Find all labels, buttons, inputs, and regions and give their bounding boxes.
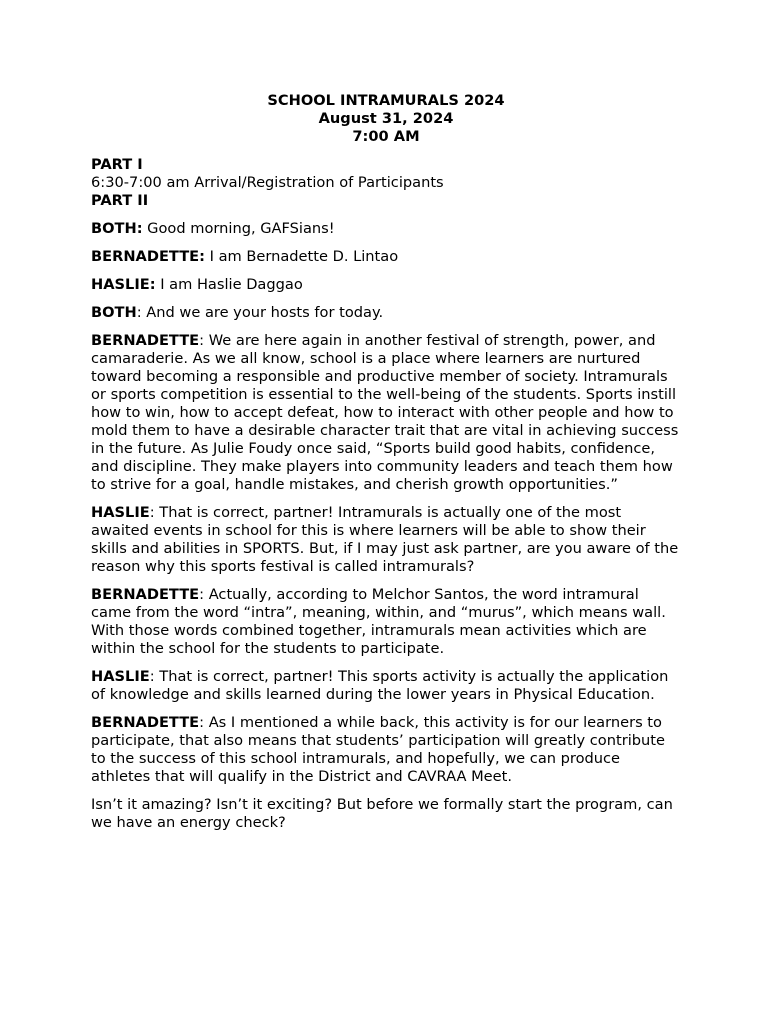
dialogue-text: : That is correct, partner! This sports activity is actually the application of knowledge and skills learned during the lower years in Physical Education. [91,668,669,703]
part-1-heading: PART I [91,156,143,173]
dialogue-text: : We are here again in another festival of strength, power, and camaraderie. As we all know, school is a place where learners are nurtured toward becoming a responsible and productive member of society. Intramurals or sports competition is essential to the well-being of the students. Sports instill how to win, how to accept defeat, how to interact with other people and how to mold them to have a desirable character trait that are vital in achieving success in the future. As Julie Foudy once said, “Sports build good habits, confidence, and discipline. They make players into community leaders and teach them how to strive for a goal, handle mistakes, and cherish growth opportunities.” [91,332,679,493]
closing-paragraph: Isn’t it amazing? Isn’t it exciting? But before we formally start the program, can we have an energy check? [91,796,673,831]
speaker-label: BOTH: [91,220,143,237]
speaker-label: BERNADETTE [91,586,200,603]
speaker-label: BERNADETTE: [91,248,205,265]
speaker-label: HASLIE [91,668,150,685]
speaker-label: BERNADETTE [91,332,200,349]
event-time: 7:00 AM [352,128,420,145]
speaker-label: BERNADETTE [91,714,200,731]
dialogue-line [91,714,681,786]
dialogue-line [91,586,681,658]
document-title: SCHOOL INTRAMURALS 2024 [267,92,505,109]
part-2-heading: PART II [91,192,149,209]
dialogue-text: : That is correct, partner! Intramurals is actually one of the most awaited events in school for this is where learners will be able to show their skills and abilities in SPORTS. But, if I may just ask partner, are you aware of the reason why this sports festival is called intramurals? [91,504,679,575]
dialogue-line [91,276,681,294]
dialogue-line [91,304,681,322]
speaker-label: HASLIE: [91,276,156,293]
document-page [91,92,681,842]
dialogue-text: Good morning, GAFSians! [142,220,335,237]
dialogue-line [91,332,681,494]
speaker-label: HASLIE [91,504,150,521]
dialogue-text: I am Bernadette D. Lintao [204,248,399,265]
dialogue-line [91,220,681,238]
dialogue-text: I am Haslie Daggao [155,276,303,293]
document-header [91,92,681,146]
event-date: August 31, 2024 [318,110,454,127]
dialogue-line [91,504,681,576]
dialogue-text: : As I mentioned a while back, this activity is for our learners to participate, that also means that students’ participation will greatly contribute to the success of this school intramurals, and hopefully, we can produce athletes that will qualify in the District and CAVRAA Meet. [91,714,665,785]
dialogue-line [91,248,681,266]
dialogue-line [91,668,681,704]
speaker-label: BOTH [91,304,137,321]
dialogue-text: : And we are your hosts for today. [136,304,384,321]
part-1-text: 6:30-7:00 am Arrival/Registration of Participants [91,174,444,191]
dialogue-text: : Actually, according to Melchor Santos, the word intramural came from the word “intra”, meaning, within, and “murus”, which means wall. With those words combined together, intramurals mean activities which are within the school for the students to participate. [91,586,666,657]
